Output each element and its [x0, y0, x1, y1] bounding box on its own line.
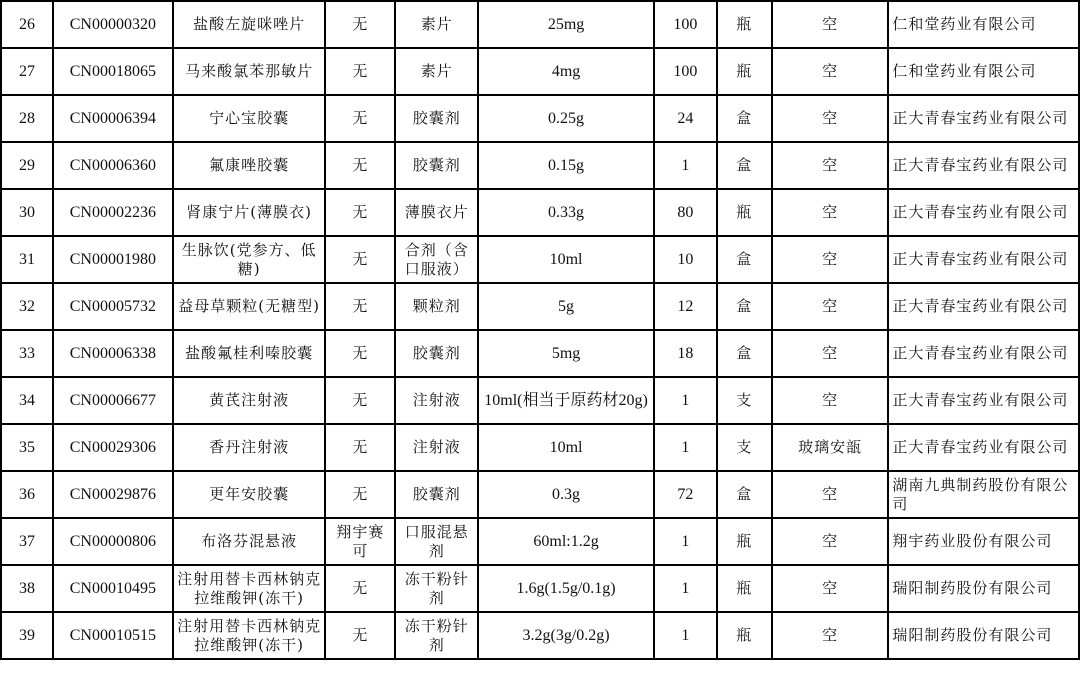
- cell-mark: 无: [325, 565, 395, 612]
- cell-mark: 翔宇赛可: [325, 518, 395, 565]
- cell-pack: 空: [772, 565, 889, 612]
- cell-form: 口服混悬剂: [395, 518, 478, 565]
- cell-form: 胶囊剂: [395, 471, 478, 518]
- cell-mfr: 瑞阳制药股份有限公司: [888, 565, 1079, 612]
- cell-form: 注射液: [395, 424, 478, 471]
- cell-mark: 无: [325, 283, 395, 330]
- cell-no: 37: [1, 518, 53, 565]
- cell-name: 注射用替卡西林钠克拉维酸钾(冻干): [173, 565, 326, 612]
- cell-unit: 瓶: [717, 612, 772, 659]
- cell-pack: 空: [772, 377, 889, 424]
- cell-form: 胶囊剂: [395, 95, 478, 142]
- table-row: [1, 518, 1079, 565]
- cell-code: CN00006360: [53, 142, 173, 189]
- cell-spec: 60ml:1.2g: [478, 518, 654, 565]
- cell-qty: 1: [654, 377, 717, 424]
- table-row: [1, 236, 1079, 283]
- cell-mfr: 正大青春宝药业有限公司: [888, 142, 1079, 189]
- cell-pack: 空: [772, 330, 889, 377]
- table-row: [1, 283, 1079, 330]
- cell-code: CN00006677: [53, 377, 173, 424]
- cell-mfr: 翔宇药业股份有限公司: [888, 518, 1079, 565]
- cell-code: CN00006338: [53, 330, 173, 377]
- cell-no: 28: [1, 95, 53, 142]
- cell-spec: 10ml: [478, 236, 654, 283]
- cell-name: 肾康宁片(薄膜衣): [173, 189, 326, 236]
- table-row: [1, 471, 1079, 518]
- cell-pack: 空: [772, 48, 889, 95]
- cell-name: 益母草颗粒(无糖型): [173, 283, 326, 330]
- table-row: [1, 48, 1079, 95]
- cell-mfr: 正大青春宝药业有限公司: [888, 236, 1079, 283]
- cell-spec: 0.33g: [478, 189, 654, 236]
- cell-name: 盐酸氟桂利嗪胶囊: [173, 330, 326, 377]
- table-row: [1, 95, 1079, 142]
- cell-pack: 空: [772, 283, 889, 330]
- cell-no: 31: [1, 236, 53, 283]
- cell-no: 36: [1, 471, 53, 518]
- cell-mfr: 正大青春宝药业有限公司: [888, 95, 1079, 142]
- cell-qty: 1: [654, 142, 717, 189]
- cell-mark: 无: [325, 189, 395, 236]
- cell-unit: 瓶: [717, 48, 772, 95]
- cell-pack: 空: [772, 236, 889, 283]
- cell-form: 胶囊剂: [395, 330, 478, 377]
- cell-unit: 盒: [717, 95, 772, 142]
- cell-qty: 100: [654, 1, 717, 48]
- cell-unit: 盒: [717, 236, 772, 283]
- cell-mark: 无: [325, 330, 395, 377]
- cell-code: CN00029306: [53, 424, 173, 471]
- cell-pack: 空: [772, 612, 889, 659]
- cell-code: CN00000320: [53, 1, 173, 48]
- table-row: [1, 424, 1079, 471]
- cell-name: 马来酸氯苯那敏片: [173, 48, 326, 95]
- cell-code: CN00029876: [53, 471, 173, 518]
- cell-pack: 空: [772, 95, 889, 142]
- cell-pack: 空: [772, 142, 889, 189]
- cell-mfr: 正大青春宝药业有限公司: [888, 330, 1079, 377]
- cell-pack: 空: [772, 1, 889, 48]
- table-row: [1, 565, 1079, 612]
- cell-spec: 0.25g: [478, 95, 654, 142]
- cell-qty: 10: [654, 236, 717, 283]
- cell-code: CN00000806: [53, 518, 173, 565]
- cell-mfr: 正大青春宝药业有限公司: [888, 377, 1079, 424]
- cell-form: 颗粒剂: [395, 283, 478, 330]
- cell-name: 香丹注射液: [173, 424, 326, 471]
- cell-spec: 10ml(相当于原药材20g): [478, 377, 654, 424]
- cell-qty: 1: [654, 612, 717, 659]
- table-body: [1, 1, 1079, 659]
- cell-spec: 1.6g(1.5g/0.1g): [478, 565, 654, 612]
- table-row: [1, 330, 1079, 377]
- cell-code: CN00018065: [53, 48, 173, 95]
- cell-unit: 盒: [717, 142, 772, 189]
- cell-no: 39: [1, 612, 53, 659]
- cell-spec: 5mg: [478, 330, 654, 377]
- cell-mfr: 仁和堂药业有限公司: [888, 1, 1079, 48]
- cell-mark: 无: [325, 95, 395, 142]
- cell-code: CN00010515: [53, 612, 173, 659]
- cell-qty: 18: [654, 330, 717, 377]
- table-row: [1, 1, 1079, 48]
- cell-mark: 无: [325, 48, 395, 95]
- cell-no: 35: [1, 424, 53, 471]
- cell-mfr: 仁和堂药业有限公司: [888, 48, 1079, 95]
- cell-no: 33: [1, 330, 53, 377]
- cell-pack: 玻璃安瓿: [772, 424, 889, 471]
- cell-qty: 80: [654, 189, 717, 236]
- cell-code: CN00010495: [53, 565, 173, 612]
- cell-form: 注射液: [395, 377, 478, 424]
- cell-qty: 100: [654, 48, 717, 95]
- cell-mark: 无: [325, 142, 395, 189]
- cell-spec: 0.3g: [478, 471, 654, 518]
- cell-mark: 无: [325, 471, 395, 518]
- cell-name: 氟康唑胶囊: [173, 142, 326, 189]
- table-row: [1, 142, 1079, 189]
- cell-qty: 1: [654, 518, 717, 565]
- cell-unit: 支: [717, 424, 772, 471]
- cell-no: 30: [1, 189, 53, 236]
- table-row: [1, 612, 1079, 659]
- table-row: [1, 377, 1079, 424]
- table-row: [1, 189, 1079, 236]
- cell-mfr: 瑞阳制药股份有限公司: [888, 612, 1079, 659]
- cell-unit: 瓶: [717, 565, 772, 612]
- cell-name: 生脉饮(党参方、低糖): [173, 236, 326, 283]
- cell-spec: 4mg: [478, 48, 654, 95]
- cell-unit: 瓶: [717, 189, 772, 236]
- cell-form: 冻干粉针剂: [395, 612, 478, 659]
- cell-no: 32: [1, 283, 53, 330]
- cell-code: CN00006394: [53, 95, 173, 142]
- cell-code: CN00001980: [53, 236, 173, 283]
- cell-form: 素片: [395, 1, 478, 48]
- cell-form: 合剂（含口服液）: [395, 236, 478, 283]
- cell-mark: 无: [325, 377, 395, 424]
- cell-name: 布洛芬混悬液: [173, 518, 326, 565]
- cell-unit: 盒: [717, 471, 772, 518]
- cell-mfr: 正大青春宝药业有限公司: [888, 424, 1079, 471]
- cell-pack: 空: [772, 471, 889, 518]
- cell-mark: 无: [325, 236, 395, 283]
- cell-spec: 10ml: [478, 424, 654, 471]
- cell-spec: 3.2g(3g/0.2g): [478, 612, 654, 659]
- cell-qty: 12: [654, 283, 717, 330]
- cell-qty: 24: [654, 95, 717, 142]
- cell-mark: 无: [325, 424, 395, 471]
- cell-code: CN00005732: [53, 283, 173, 330]
- cell-unit: 瓶: [717, 518, 772, 565]
- cell-qty: 1: [654, 424, 717, 471]
- cell-no: 38: [1, 565, 53, 612]
- cell-no: 34: [1, 377, 53, 424]
- cell-name: 黄芪注射液: [173, 377, 326, 424]
- cell-pack: 空: [772, 518, 889, 565]
- cell-name: 注射用替卡西林钠克拉维酸钾(冻干): [173, 612, 326, 659]
- cell-mfr: 正大青春宝药业有限公司: [888, 189, 1079, 236]
- cell-unit: 盒: [717, 283, 772, 330]
- cell-spec: 0.15g: [478, 142, 654, 189]
- cell-no: 29: [1, 142, 53, 189]
- cell-unit: 盒: [717, 330, 772, 377]
- cell-mark: 无: [325, 1, 395, 48]
- cell-mark: 无: [325, 612, 395, 659]
- cell-form: 素片: [395, 48, 478, 95]
- cell-qty: 1: [654, 565, 717, 612]
- cell-no: 27: [1, 48, 53, 95]
- cell-name: 更年安胶囊: [173, 471, 326, 518]
- cell-form: 薄膜衣片: [395, 189, 478, 236]
- cell-spec: 5g: [478, 283, 654, 330]
- cell-name: 宁心宝胶囊: [173, 95, 326, 142]
- cell-form: 胶囊剂: [395, 142, 478, 189]
- cell-code: CN00002236: [53, 189, 173, 236]
- cell-no: 26: [1, 1, 53, 48]
- cell-name: 盐酸左旋咪唑片: [173, 1, 326, 48]
- cell-mfr: 正大青春宝药业有限公司: [888, 283, 1079, 330]
- cell-form: 冻干粉针剂: [395, 565, 478, 612]
- cell-unit: 瓶: [717, 1, 772, 48]
- cell-qty: 72: [654, 471, 717, 518]
- cell-pack: 空: [772, 189, 889, 236]
- cell-mfr: 湖南九典制药股份有限公司: [888, 471, 1079, 518]
- cell-unit: 支: [717, 377, 772, 424]
- cell-spec: 25mg: [478, 1, 654, 48]
